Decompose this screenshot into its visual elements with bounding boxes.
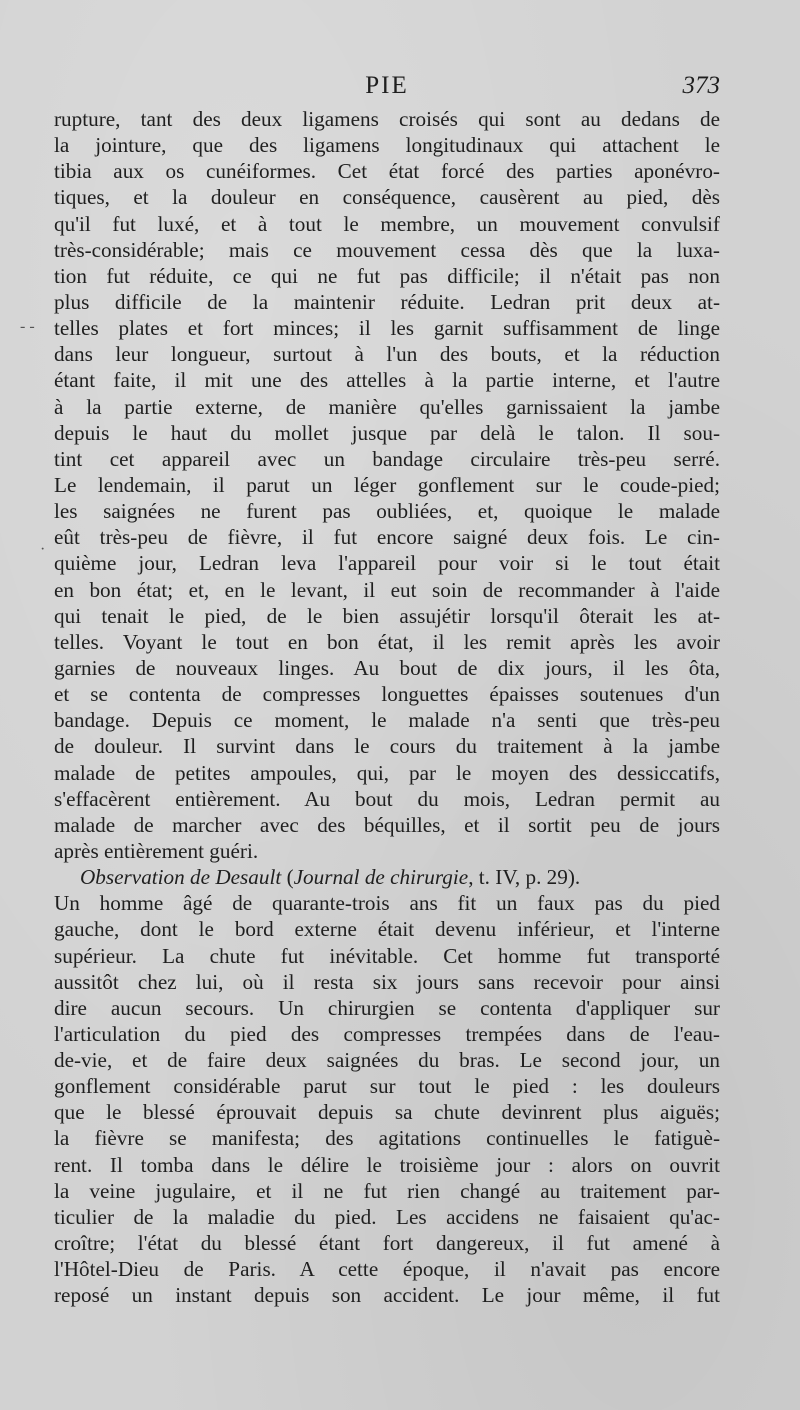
margin-mark: - -	[20, 318, 35, 335]
text-line: telles plates et fort minces; il les garnit suffisamment de linge	[54, 316, 720, 341]
text-line: tibia aux os cunéiformes. Cet état forcé des parties aponévro-	[54, 159, 720, 184]
text-line: bandage. Depuis ce moment, le malade n'a senti que très-peu	[54, 708, 720, 733]
text-line: garnies de nouveaux linges. Au bout de dix jours, il les ôta,	[54, 655, 720, 680]
observation-open-paren: (	[286, 865, 294, 890]
text-line: croître; l'état du blessé étant fort dangereux, il fut amené à	[54, 1231, 720, 1256]
text-line: tiques, et la douleur en conséquence, causèrent au pied, dès	[54, 185, 720, 210]
text-line: Un homme âgé de quarante-trois ans fit un faux pas du pied	[54, 891, 720, 916]
text-line: dire aucun secours. Un chirurgien se contenta d'appliquer sur	[54, 995, 720, 1020]
text-line: gauche, dont le bord externe était devenu inférieur, et l'interne	[54, 917, 720, 942]
text-line: qu'il fut luxé, et à tout le membre, un mouvement convulsif	[54, 211, 720, 236]
text-line: de-vie, et de faire deux saignées du bras. Le second jour, un	[54, 1048, 720, 1073]
text-line: très-considérable; mais ce mouvement cessa dès que la luxa-	[54, 237, 720, 262]
margin-mark: ·	[40, 541, 46, 558]
text-line: plus difficile de la maintenir réduite. Ledran prit deux at-	[54, 289, 720, 314]
observation-reference: , t. IV, p. 29).	[468, 865, 581, 890]
text-line: tint cet appareil avec un bandage circulaire très-peu serré.	[54, 446, 720, 471]
text-line: supérieur. La chute fut inévitable. Cet homme fut transporté	[54, 943, 720, 968]
observation-title: Observation de Desault	[80, 865, 282, 890]
page-number: 373	[682, 72, 720, 99]
text-line: eût très-peu de fièvre, il fut encore saigné deux fois. Le cin-	[54, 525, 720, 550]
text-line: étant faite, il mit une des attelles à la partie interne, et l'autre	[54, 368, 720, 393]
observation-heading	[54, 864, 720, 890]
text-line: et se contenta de compresses longuettes épaisses soutenues d'un	[54, 682, 720, 707]
text-line: rent. Il tomba dans le délire le troisième jour : alors on ouvrit	[54, 1152, 720, 1177]
text-line: tion fut réduite, ce qui ne fut pas difficile; il n'était pas non	[54, 263, 720, 288]
text-line: depuis le haut du mollet jusque par delà le talon. Il sou-	[54, 420, 720, 445]
text-line: malade de petites ampoules, qui, par le moyen des dessiccatifs,	[54, 760, 720, 785]
body-text	[54, 106, 720, 1308]
observation-journal: Journal de chirurgie	[293, 865, 469, 890]
text-line: aussitôt chez lui, où il resta six jours sans recevoir pour ainsi	[54, 969, 720, 994]
text-line: de douleur. Il survint dans le cours du traitement à la jambe	[54, 734, 720, 759]
text-line: la jointure, que des ligamens longitudinaux qui attachent le	[54, 133, 720, 158]
text-line: l'Hôtel-Dieu de Paris. A cette époque, il n'avait pas encore	[54, 1257, 720, 1282]
text-line: les saignées ne furent pas oubliées, et, quoique le malade	[54, 499, 720, 524]
text-line: reposé un instant depuis son accident. Le jour même, il fut	[54, 1283, 720, 1308]
text-line: la fièvre se manifesta; des agitations continuelles le fatiguè-	[54, 1126, 720, 1151]
text-line: la veine jugulaire, et il ne fut rien changé au traitement par-	[54, 1178, 720, 1203]
text-line: en bon état; et, en le levant, il eut soin de recommander à l'aide	[54, 577, 720, 602]
text-line: telles. Voyant le tout en bon état, il les remit après les avoir	[54, 629, 720, 654]
text-line: à la partie externe, de manière qu'elles garnissaient la jambe	[54, 394, 720, 419]
text-line: l'articulation du pied des compresses trempées dans de l'eau-	[54, 1021, 720, 1046]
text-line: ticulier de la maladie du pied. Les accidens ne faisaient qu'ac-	[54, 1204, 720, 1229]
text-line: que le blessé éprouvait depuis sa chute devinrent plus aiguës;	[54, 1100, 720, 1125]
text-line: malade de marcher avec des béquilles, et il sortit peu de jours	[54, 812, 720, 837]
page-header	[54, 70, 720, 104]
text-line: après entièrement guéri.	[54, 838, 259, 863]
text-line: quième jour, Ledran leva l'appareil pour voir si le tout était	[54, 551, 720, 576]
text-line: rupture, tant des deux ligamens croisés qui sont au dedans de	[54, 107, 720, 131]
text-line: Le lendemain, il parut un léger gonflement sur le coude-pied;	[54, 472, 720, 497]
text-line: gonflement considérable parut sur tout le pied : les douleurs	[54, 1074, 720, 1099]
running-head: PIE	[365, 72, 409, 99]
text-line: s'effacèrent entièrement. Au bout du mois, Ledran permit au	[54, 786, 720, 811]
text-line: dans leur longueur, surtout à l'un des bouts, et la réduction	[54, 342, 720, 367]
text-line: qui tenait le pied, de le bien assujétir lorsqu'il ôterait les at-	[54, 603, 720, 628]
